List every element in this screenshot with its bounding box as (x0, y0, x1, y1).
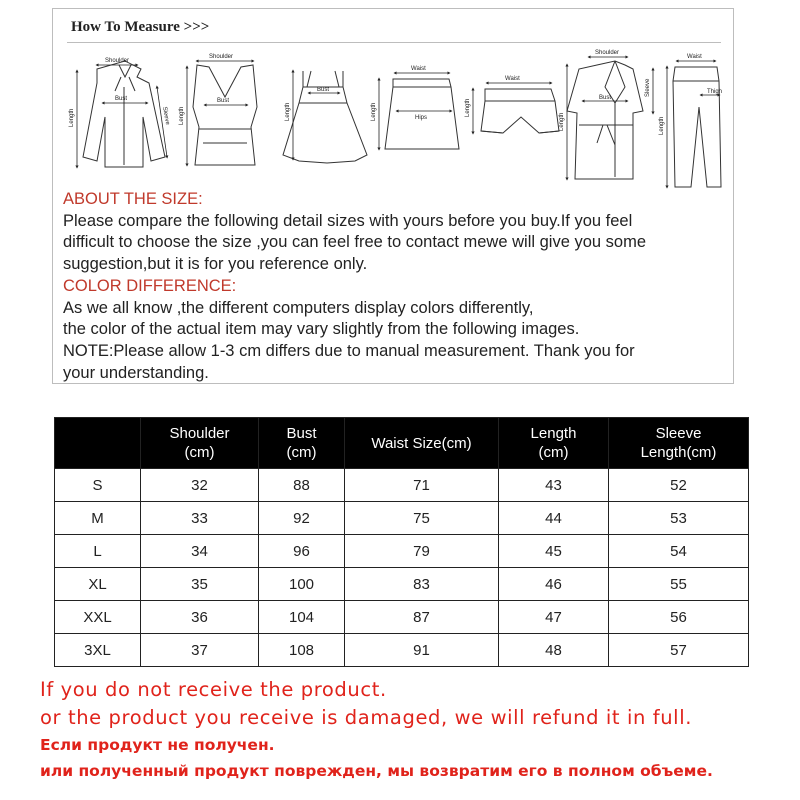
table-row (55, 469, 749, 502)
refund-notice (40, 676, 780, 784)
label-thigh-7: Thigh (707, 89, 723, 95)
notice-ru-line: Если продукт не получен. (40, 736, 275, 754)
table-row (55, 502, 749, 535)
label-sleeve-1: Sleeve (161, 106, 171, 126)
label-shoulder-2: Shoulder (209, 54, 234, 60)
cell-sleeve: 52 (609, 469, 749, 502)
table-header-row (55, 418, 749, 469)
garment-diagrams (67, 47, 723, 193)
label-length-7: Length (659, 116, 665, 135)
title-divider (67, 42, 721, 43)
about-line: difficult to choose the size ,you can feel free to contact mewe will give you some (63, 233, 646, 252)
cell-shoulder: 36 (141, 601, 259, 634)
cell-waist: 79 (345, 535, 499, 568)
cell-size: 3XL (55, 634, 141, 667)
notice-en-line: If you do not receive the product. (40, 678, 387, 701)
color-line: the color of the actual item may vary slightly from the following images. (63, 320, 580, 339)
cell-bust: 92 (259, 502, 345, 535)
cell-length: 46 (499, 568, 609, 601)
label-waist-7: Waist (687, 54, 702, 60)
cell-size: XXL (55, 601, 141, 634)
cell-bust: 88 (259, 469, 345, 502)
cell-bust: 104 (259, 601, 345, 634)
cell-size: S (55, 469, 141, 502)
label-hips-4: Hips (415, 115, 428, 121)
label-sleeve-6: Sleeve (645, 78, 651, 97)
header-length-text: Length (cm) (530, 425, 577, 461)
header-waist-text: Waist Size(cm) (371, 434, 472, 452)
cell-waist: 83 (345, 568, 499, 601)
measure-title: How To Measure >>> (71, 19, 210, 35)
trousers-diagram (673, 67, 721, 187)
cell-sleeve: 54 (609, 535, 749, 568)
cell-size: XL (55, 568, 141, 601)
header-shoulder (141, 418, 259, 469)
color-line: NOTE:Please allow 1-3 cm differs due to manual measurement. Thank you for (63, 341, 635, 360)
blouse-diagram (83, 61, 165, 167)
notice-ru-line: или полученный продукт поврежден, мы возвратим его в полном объеме. (40, 762, 713, 780)
color-difference-heading: COLOR DIFFERENCE: (63, 276, 237, 295)
cell-shoulder: 34 (141, 535, 259, 568)
label-length-5: Length (465, 98, 471, 117)
cell-shoulder: 35 (141, 568, 259, 601)
header-length (499, 418, 609, 469)
cell-waist: 71 (345, 469, 499, 502)
size-table (54, 417, 749, 667)
cell-size: M (55, 502, 141, 535)
header-waist (345, 418, 499, 469)
label-bust-6: Bust (599, 95, 612, 101)
cell-shoulder: 37 (141, 634, 259, 667)
cell-bust: 96 (259, 535, 345, 568)
color-line: As we all know ,the different computers display colors differently, (63, 298, 534, 317)
shorts-diagram (481, 89, 559, 133)
cell-sleeve: 55 (609, 568, 749, 601)
cell-length: 45 (499, 535, 609, 568)
cell-length: 47 (499, 601, 609, 634)
cell-shoulder: 33 (141, 502, 259, 535)
table-row (55, 634, 749, 667)
label-length-4: Length (371, 102, 377, 121)
label-length-2: Length (179, 106, 185, 125)
table-row (55, 601, 749, 634)
header-sleeve-text: Sleeve Length(cm) (640, 425, 717, 461)
header-sleeve (609, 418, 749, 469)
label-length-6: Length (559, 112, 565, 131)
label-bust-1: Bust (115, 96, 128, 102)
notice-en-line: or the product you receive is damaged, we will refund it in full. (40, 706, 693, 729)
cell-waist: 75 (345, 502, 499, 535)
label-shoulder-1: Shoulder (105, 58, 130, 64)
cell-sleeve: 57 (609, 634, 749, 667)
about-line: suggestion,but it is for you reference only. (63, 255, 368, 274)
size-notes (63, 189, 728, 384)
label-waist-4: Waist (411, 66, 426, 72)
about-line: Please compare the following detail sizes with yours before you buy.If you feel (63, 211, 633, 230)
cell-length: 48 (499, 634, 609, 667)
color-line: your understanding. (63, 363, 209, 382)
header-size (55, 418, 141, 469)
about-size-heading: ABOUT THE SIZE: (63, 190, 203, 208)
label-bust-3: Bust (317, 87, 330, 93)
label-shoulder-6: Shoulder (595, 50, 620, 56)
label-length-1: Length (69, 108, 75, 127)
cell-waist: 87 (345, 601, 499, 634)
cell-shoulder: 32 (141, 469, 259, 502)
cell-bust: 108 (259, 634, 345, 667)
label-waist-5: Waist (505, 76, 520, 82)
table-row (55, 568, 749, 601)
cell-bust: 100 (259, 568, 345, 601)
cell-size: L (55, 535, 141, 568)
cell-length: 44 (499, 502, 609, 535)
label-bust-2: Bust (217, 98, 230, 104)
header-bust (259, 418, 345, 469)
cell-sleeve: 53 (609, 502, 749, 535)
skirt-diagram (385, 79, 459, 149)
how-to-measure-panel (52, 8, 734, 384)
strap-dress-diagram (283, 71, 367, 163)
tank-top-diagram (193, 65, 257, 165)
label-length-3: Length (285, 102, 291, 121)
cell-sleeve: 56 (609, 601, 749, 634)
table-row (55, 535, 749, 568)
cell-length: 43 (499, 469, 609, 502)
header-shoulder-text: Shoulder (cm) (169, 425, 230, 461)
cell-waist: 91 (345, 634, 499, 667)
header-bust-text: Bust (cm) (286, 425, 317, 461)
trench-coat-diagram (567, 61, 643, 179)
